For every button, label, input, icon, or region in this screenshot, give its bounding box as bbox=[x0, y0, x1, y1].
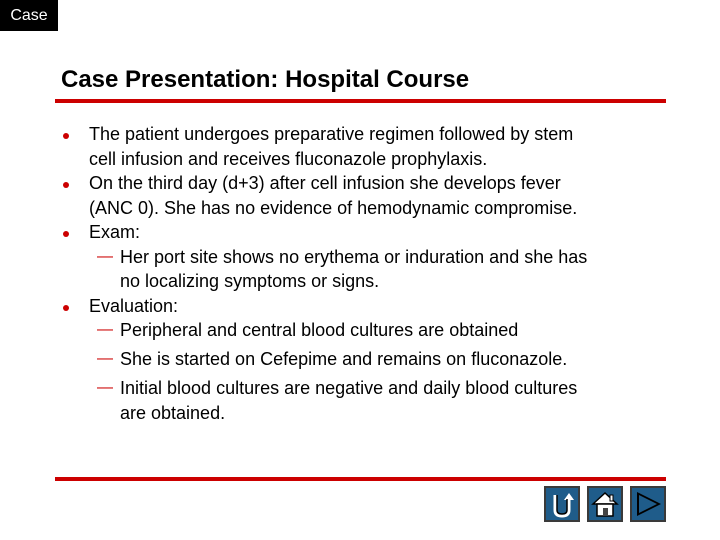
bullet-text: Exam: bbox=[89, 222, 141, 242]
sub-bullet-dash: — bbox=[97, 379, 113, 396]
return-arrow-icon bbox=[544, 486, 580, 522]
bullet-text: cell infusion and receives fluconazole prophylaxis. bbox=[89, 148, 488, 169]
corner-tag: Case bbox=[0, 0, 58, 31]
sub-bullet-text: are obtained. bbox=[120, 402, 226, 423]
return-button[interactable] bbox=[544, 486, 580, 522]
bullet-text: On the third day (d+3) after cell infusion she develops fever bbox=[89, 173, 561, 193]
bullet-text: The patient undergoes preparative regimen followed by stem bbox=[89, 124, 574, 144]
slide-title: Case Presentation: Hospital Course bbox=[61, 66, 470, 93]
bullet-dot bbox=[63, 231, 69, 237]
bullet-dot bbox=[63, 182, 69, 188]
sub-bullet-text: She is started on Cefepime and remains on fluconazole. bbox=[120, 349, 568, 369]
sub-bullet-dash: — bbox=[97, 247, 113, 265]
sub-bullet-text: Initial blood cultures are negative and daily blood cultures bbox=[120, 378, 578, 398]
forward-triangle-icon bbox=[630, 486, 666, 522]
sub-bullet-text: Her port site shows no erythema or induration and she has bbox=[120, 246, 588, 267]
bullet-dot bbox=[63, 305, 69, 311]
sub-bullet-text: no localizing symptoms or signs. bbox=[120, 271, 380, 291]
bullet-text: (ANC 0). She has no evidence of hemodynamic compromise. bbox=[89, 197, 578, 218]
sub-bullet-dash: — bbox=[97, 350, 113, 367]
bullet-dot bbox=[63, 133, 69, 139]
footer-divider bbox=[55, 477, 666, 481]
home-icon bbox=[587, 486, 623, 522]
bullet-text: Evaluation: bbox=[89, 295, 179, 316]
forward-button[interactable] bbox=[630, 486, 666, 522]
home-button[interactable] bbox=[587, 486, 623, 522]
sub-bullet-dash: — bbox=[97, 321, 113, 338]
sub-bullet-text: Peripheral and central blood cultures are obtained bbox=[120, 320, 519, 340]
